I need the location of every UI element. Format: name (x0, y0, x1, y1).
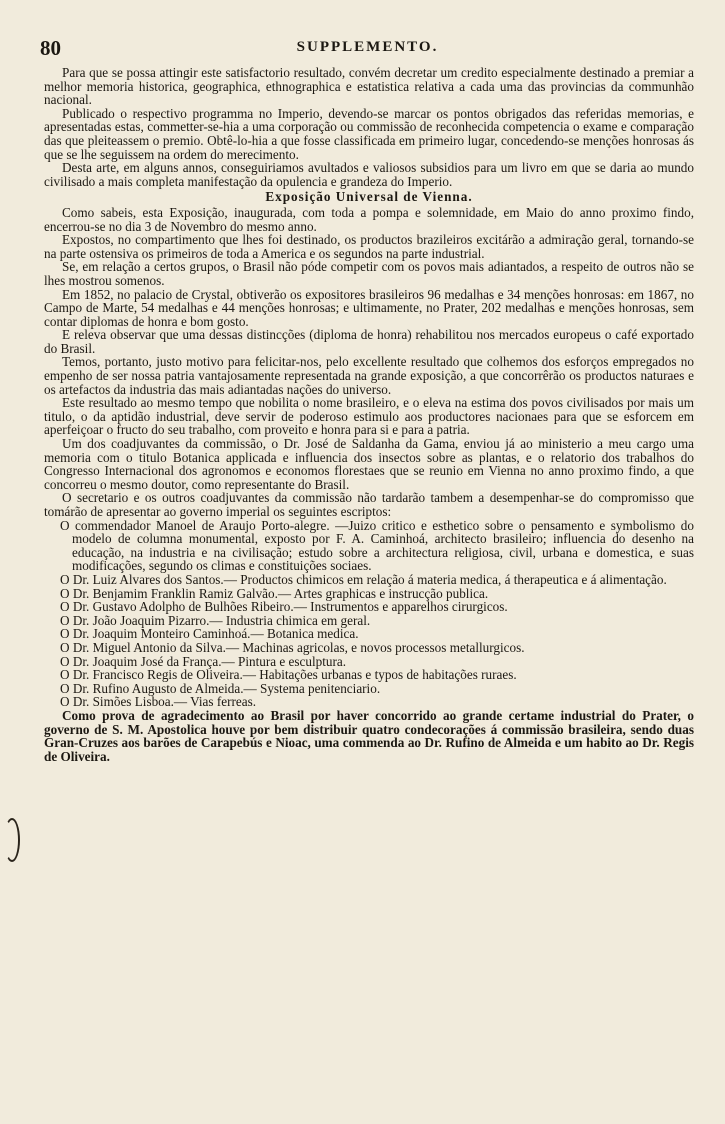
paragraph: Este resultado ao mesmo tempo que nobilita o nome brasileiro, e o eleva na estima dos povos civilisados por mais um titulo, o da aptidão industrial, deve servir de poderoso estimulo aos productores nacionaes para que se esforcem em aperfeiçoar o fructo do seu trabalho, com proveito e honra para si e para a patria. (44, 395, 694, 438)
list-item: O Dr. João Joaquim Pizarro.— Industria chimica em geral. (60, 612, 371, 628)
page-header (40, 36, 695, 62)
list-item: O Dr. Rufino Augusto de Almeida.— Systema penitenciario. (60, 680, 381, 696)
paragraph: Desta arte, em alguns annos, conseguiriamos avultados e valiosos subsidios para um livro em que se daria ao mundo civilisado a mais completa manifestação da opulencia e grandeza do Imperio. (44, 160, 694, 189)
list-item: O Dr. Gustavo Adolpho de Bulhões Ribeiro.— Instrumentos e apparelhos cirurgicos. (60, 599, 508, 615)
paragraph: Temos, portanto, justo motivo para felicitar-nos, pelo excellente resultado que colhemos dos esforços empregados no empenho de ser nossa patria vantajosamente representada na grande exposição, a que concorrêrão os productos naturaes e os artefactos da industria das mais adiantadas nações do universo. (44, 354, 694, 397)
list-item: O Dr. Francisco Regis de Oliveira.— Habitações urbanas e typos de habitações ruraes. (60, 667, 517, 683)
paragraph: Publicado o respectivo programma no Imperio, devendo-se marcar os pontos obrigados das referidas memorias, e apresentadas estas, commetter-se-hia a uma corporação ou commissão de reconhecida competencia o exame e comparação das que pleiteassem o premio. Obtê-lo-hia a que fosse classificada em primeiro lugar, concedendo-se menções honrosas ás que se lhe seguissem na ordem do merecimento. (44, 105, 694, 162)
list-item: O Dr. Benjamim Franklin Ramiz Galvão.— Artes graphicas e instrucção publica. (60, 585, 489, 601)
list-item: O Dr. Joaquim José da França.— Pintura e esculptura. (60, 653, 347, 669)
closing-paragraph: Como prova de agradecimento ao Brasil por haver concorrido ao grande certame industrial do Prater, o governo de S. M. Apostolica houve por bem distribuir quatro condecorações á commissão brasileira, sendo duas Gran-Cruzes aos barões de Carapebús e Nioac, uma commenda ao Dr. Rufino de Almeida e um habito ao Dr. Regis de Oliveira. (44, 707, 694, 764)
paragraph: Em 1852, no palacio de Crystal, obtiverão os expositores brasileiros 96 medalhas e 34 menções honrosas: em 1867, no Campo de Marte, 54 medalhas e 44 menções honrosas; e ultimamente, no Prater, 202 medalhas e menções honrosas, sem contar diplomas de honra e bom gosto. (44, 286, 694, 329)
paragraph: E releva observar que uma dessas distincções (diploma de honra) rehabilitou nos mercados europeus o café exportado do Brasil. (44, 327, 694, 356)
margin-stain-mark (4, 818, 20, 862)
paragraph: O secretario e os outros coadjuvantes da commissão não tardarão tambem a desempenhar-se do compromisso que tomárão de apresentar ao governo imperial os seguintes escriptos: (44, 490, 694, 519)
writings-list (44, 519, 694, 709)
section-heading: Exposição Universal de Vienna. (265, 189, 473, 205)
paragraph: Para que se possa attingir este satisfactorio resultado, convém decretar um credito especialmente destinado a premiar a melhor memoria historica, geographica, ethnographica e estatistica relativa a cada uma das provincias da communhão nacional. (44, 65, 694, 108)
list-item: O Dr. Simões Lisboa.— Vias ferreas. (60, 694, 257, 710)
list-item: O Dr. Luiz Alvares dos Santos.— Productos chimicos em relação á materia medica, á therapeutica e á alimentação. (60, 571, 667, 587)
list-item: O Dr. Joaquim Monteiro Caminhoá.— Botanica medica. (60, 626, 359, 642)
text-body (44, 66, 694, 763)
paragraph: Como sabeis, esta Exposição, inaugurada, com toda a pompa e solemnidade, em Maio do anno proximo findo, encerrou-se no dia 3 de Novembro do mesmo anno. (44, 204, 694, 234)
list-item: O commendador Manoel de Araujo Porto-alegre. —Juizo critico e esthetico sobre o pensamento e symbolismo do modelo de columna monumental, exposto por F. A. Caminhoá, architecto brasileiro; influencia do desenho na educação, na industria e na civilisação; estudo sobre a architectura religiosa, civil, urbana e domestica, e suas modificações, segundo os climas e constituições sociaes. (60, 517, 694, 574)
paragraph: Se, em relação a certos grupos, o Brasil não póde competir com os povos mais adiantados, a respeito de outros não se lhes mostrou somenos. (44, 259, 694, 288)
page-number: 80 (40, 36, 61, 60)
paragraph: Expostos, no compartimento que lhes foi destinado, os productos brazileiros excitárão a admiração geral, tornando-se na parte ostensiva os primeiros de toda a America e os segundos na parte industrial. (44, 232, 694, 261)
running-title: SUPPLEMENTO. (296, 39, 439, 55)
paragraph: Um dos coadjuvantes da commissão, o Dr. José de Saldanha da Gama, enviou já ao ministerio a meu cargo uma memoria com o titulo Botanica applicada e influencia dos insectos sobre as plantas, e o relatorio dos trabalhos do Congresso Internacional dos agronomos e economos florestaes que se reunio em Vienna no anno proximo findo, a que concorreu o mesmo doutor, como representante do Brasil. (44, 436, 694, 492)
list-item: O Dr. Miguel Antonio da Silva.— Machinas agricolas, e novos processos metallurgicos. (60, 639, 525, 655)
